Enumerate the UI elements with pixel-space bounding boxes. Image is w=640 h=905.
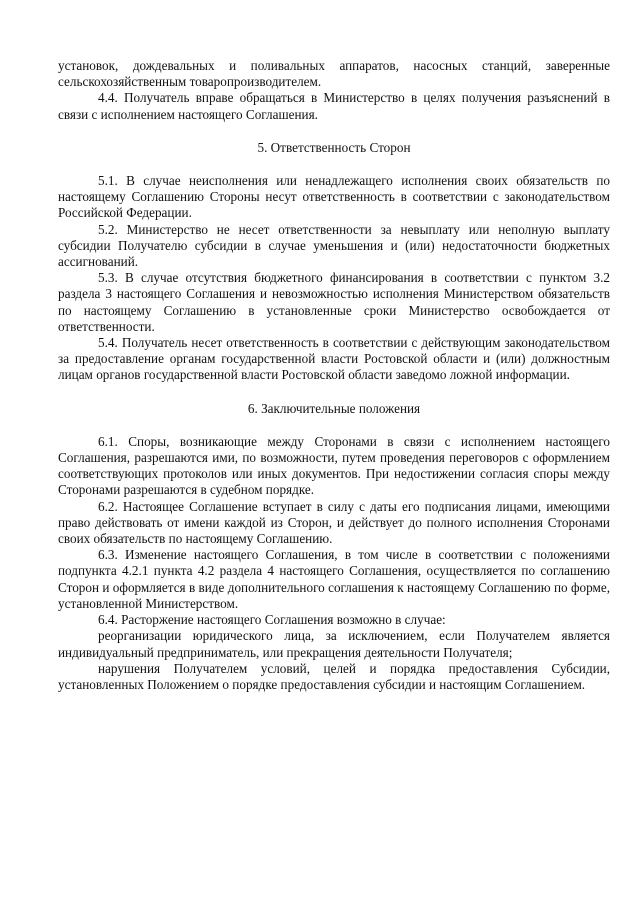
paragraph-5-3: 5.3. В случае отсутствия бюджетного финансирования в соответствии с пунктом 3.2 раздела 3 настоящего Соглашения и невозможностью исполнения Министерством обязательств по настоящему Соглашению в установленные сроки Министерство освобождается от ответственности. bbox=[58, 270, 610, 334]
paragraph-6-2: 6.2. Настоящее Соглашение вступает в силу с даты его подписания лицами, имеющими право действовать от имени каждой из Сторон, и действует до полного исполнения Сторонами своих обязательств по настоящему Соглашению. bbox=[58, 498, 610, 547]
section-heading-5: 5. Ответственность Сторон bbox=[257, 139, 411, 155]
spacer bbox=[58, 417, 610, 434]
paragraph-continuation: установок, дождевальных и поливальных аппаратов, насосных станций, заверенные сельскохозяйственным товаропроизводителем. bbox=[58, 58, 610, 90]
paragraph-4-4: 4.4. Получатель вправе обращаться в Министерство в целях получения разъяснений в связи с исполнением настоящего Соглашения. bbox=[58, 90, 610, 122]
document-page bbox=[58, 58, 610, 693]
spacer bbox=[58, 384, 610, 401]
paragraph-6-4: 6.4. Расторжение настоящего Соглашения возможно в случае: bbox=[98, 612, 446, 628]
paragraph-5-4: 5.4. Получатель несет ответственность в соответствии с действующим законодательством за предоставление органам государственной власти Ростовской области и (или) должностным лицам органов государственной власти Ростовской области заведомо ложной информации. bbox=[58, 335, 610, 383]
spacer bbox=[58, 156, 610, 173]
paragraph-6-4-item-b: нарушения Получателем условий, целей и порядка предоставления Субсидии, установленных Положением о порядке предоставления субсидии и настоящим Соглашением. bbox=[58, 660, 610, 692]
paragraph-5-2: 5.2. Министерство не несет ответственности за невыплату или неполную выплату субсидии Получателю субсидии в случае уменьшения и (или) недостаточности бюджетных ассигнований. bbox=[58, 221, 610, 270]
paragraph-6-1: 6.1. Споры, возникающие между Сторонами в связи с исполнением настоящего Соглашения, разрешаются ими, по возможности, путем проведения переговоров с оформлением соответствующих протоколов или иных документов. При недостижении согласия споры между Сторонами разрешаются в судебном порядке. bbox=[58, 433, 610, 498]
paragraph-6-3: 6.3. Изменение настоящего Соглашения, в том числе в соответствии с положениями подпункта 4.2.1 пункта 4.2 раздела 4 настоящего Соглашения, осуществляется по соглашению Сторон и оформляется в виде дополнительного соглашения к настоящему Соглашению по форме, установленной Министерством. bbox=[58, 547, 610, 611]
section-heading-6: 6. Заключительные положения bbox=[247, 400, 421, 416]
paragraph-5-1: 5.1. В случае неисполнения или ненадлежащего исполнения своих обязательств по настоящему Соглашению Стороны несут ответственность в соответствии с законодательством Российской Федерации. bbox=[58, 173, 610, 221]
spacer bbox=[58, 123, 610, 140]
paragraph-6-4-item-a: реорганизации юридического лица, за исключением, если Получателем является индивидуальный предприниматель, или прекращения деятельности Получателя; bbox=[58, 628, 610, 660]
